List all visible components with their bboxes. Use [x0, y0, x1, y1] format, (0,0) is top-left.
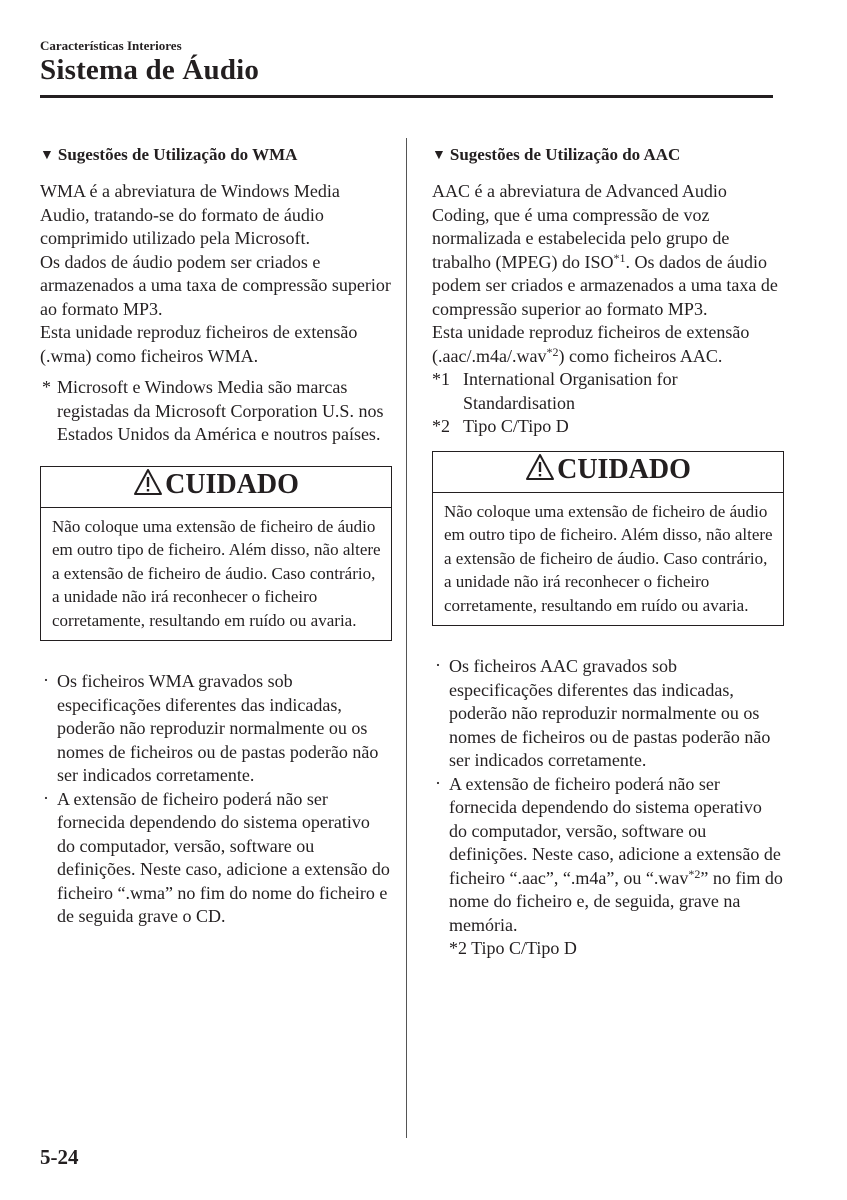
page-number: 5-24: [40, 1145, 79, 1169]
aac-para-2-b: ) como ficheiros AAC.: [558, 345, 723, 366]
wma-para-2: Os dados de áudio podem ser criados e armazenados a uma taxa de compressão superior ao formato MP3.: [40, 251, 391, 319]
wma-trademark-note: [40, 376, 392, 447]
caution-header: [41, 467, 391, 508]
footnote-2-mark: *2: [432, 416, 450, 436]
wma-trademark-text: Microsoft e Windows Media são marcas registadas da Microsoft Corporation U.S. nos Estados Unidos da América e noutros países.: [57, 377, 384, 444]
wma-para-3: Esta unidade reproduz ficheiros de extensão (.wma) como ficheiros WMA.: [40, 322, 358, 366]
asterisk-mark: *: [42, 377, 51, 397]
aac-para-2-a: Esta unidade reproduz ficheiros de extensão (.aac/.m4a/.wav: [432, 322, 750, 366]
page-title: Sistema de Áudio: [40, 54, 260, 86]
section-label: Características Interiores: [40, 38, 182, 53]
aac-bullet-1-text: Os ficheiros AAC gravados sob especificações diferentes das indicadas, poderão não reproduzir normalmente ou os nomes de ficheiros ou de pastas poderão não ser indicados corretamente.: [449, 656, 771, 770]
aac-para-1-b: . Os dados de áudio podem ser criados e armazenados a uma taxa de compressão superior ao formato MP3.: [432, 251, 778, 319]
left-column: [40, 143, 392, 929]
wma-heading: [40, 143, 392, 169]
right-column: [432, 143, 784, 961]
footnote-2: [432, 415, 784, 439]
header-rule: [40, 95, 773, 98]
aac-para-1-a: AAC é a abreviatura de Advanced Audio Coding, que é uma compressão de voz normalizada e estabelecida pelo grupo de trabalho (MPEG) do ISO: [432, 181, 730, 272]
aac-bullet-list: [432, 655, 784, 961]
list-item: [432, 655, 784, 773]
aac-heading: [432, 143, 784, 169]
footnote-1: [432, 368, 784, 415]
wma-heading-text: Sugestões de Utilização do WMA: [57, 145, 298, 164]
aac-heading-text: Sugestões de Utilização do AAC: [449, 145, 681, 164]
wma-bullet-list: [40, 670, 392, 929]
caution-title: CUIDADO: [165, 468, 299, 500]
caution-box-aac: [432, 451, 784, 627]
bullet-dot: ·: [435, 772, 441, 793]
warning-triangle-icon: [525, 453, 555, 490]
caution-text: Não coloque uma extensão de ficheiro de áudio em outro tipo de ficheiro. Além disso, não altere a extensão de ficheiro de áudio. Caso contrário, a unidade não irá reconhecer o ficheiro corretamente, resultando em ruído ou avaria.: [52, 516, 381, 630]
warning-triangle-icon: [133, 468, 163, 505]
caution-text: Não coloque uma extensão de ficheiro de áudio em outro tipo de ficheiro. Além disso, não altere a extensão de ficheiro de áudio. Caso contrário, a unidade não irá reconhecer o ficheiro corretamente, resultando em ruído ou avaria.: [444, 501, 773, 615]
caution-header: [433, 452, 783, 493]
footnote-1-text: International Organisation for Standardisation: [463, 369, 678, 413]
aac-bullet-2-a: A extensão de ficheiro poderá não ser fornecida dependendo do sistema operativo do computador, versão, software ou definições. Neste caso, adicione a extensão de ficheiro “.aac”, “.m4a”, ou “.wav: [449, 773, 781, 888]
list-item: [40, 788, 392, 929]
footnote-ref-1: *1: [613, 250, 626, 265]
footnote-2-text: Tipo C/Tipo D: [463, 416, 569, 436]
aac-bullet-2-b: ” no fim do nome do ficheiro e, de seguida, grave na memória.: [449, 867, 783, 935]
caution-box-wma: [40, 466, 392, 642]
aac-para-2: [432, 321, 784, 368]
footnote-1-mark: *1: [432, 369, 450, 389]
triangle-down-icon: ▼: [432, 148, 446, 163]
bullet-dot: ·: [43, 670, 49, 690]
list-item: [40, 670, 392, 788]
aac-para-1: [432, 180, 784, 321]
caution-title: CUIDADO: [557, 453, 691, 485]
wma-bullet-1-text: Os ficheiros WMA gravados sob especificações diferentes das indicadas, poderão não reproduzir normalmente ou os nomes de ficheiros ou de pastas poderão não ser indicados corretamente.: [57, 671, 379, 785]
bullet-dot: ·: [43, 787, 49, 808]
triangle-down-icon: ▼: [40, 148, 54, 163]
footnote-ref-2: *2: [688, 866, 701, 881]
bullet-dot: ·: [435, 655, 441, 675]
wma-para-1: WMA é a abreviatura de Windows Media Audio, tratando-se do formato de áudio comprimido utilizado pela Microsoft.: [40, 181, 340, 248]
wma-bullet-2-text: A extensão de ficheiro poderá não ser fornecida dependendo do sistema operativo do computador, versão, software ou definições. Neste caso, adicione a extensão do ficheiro “.wma” no fim do nome do ficheiro e de seguida grave o CD.: [57, 788, 390, 926]
column-divider: [406, 138, 407, 1138]
footnote-ref-2: *2: [546, 344, 559, 359]
list-item: [432, 773, 784, 961]
aac-bullet-2-note: *2 Tipo C/Tipo D: [449, 938, 577, 958]
